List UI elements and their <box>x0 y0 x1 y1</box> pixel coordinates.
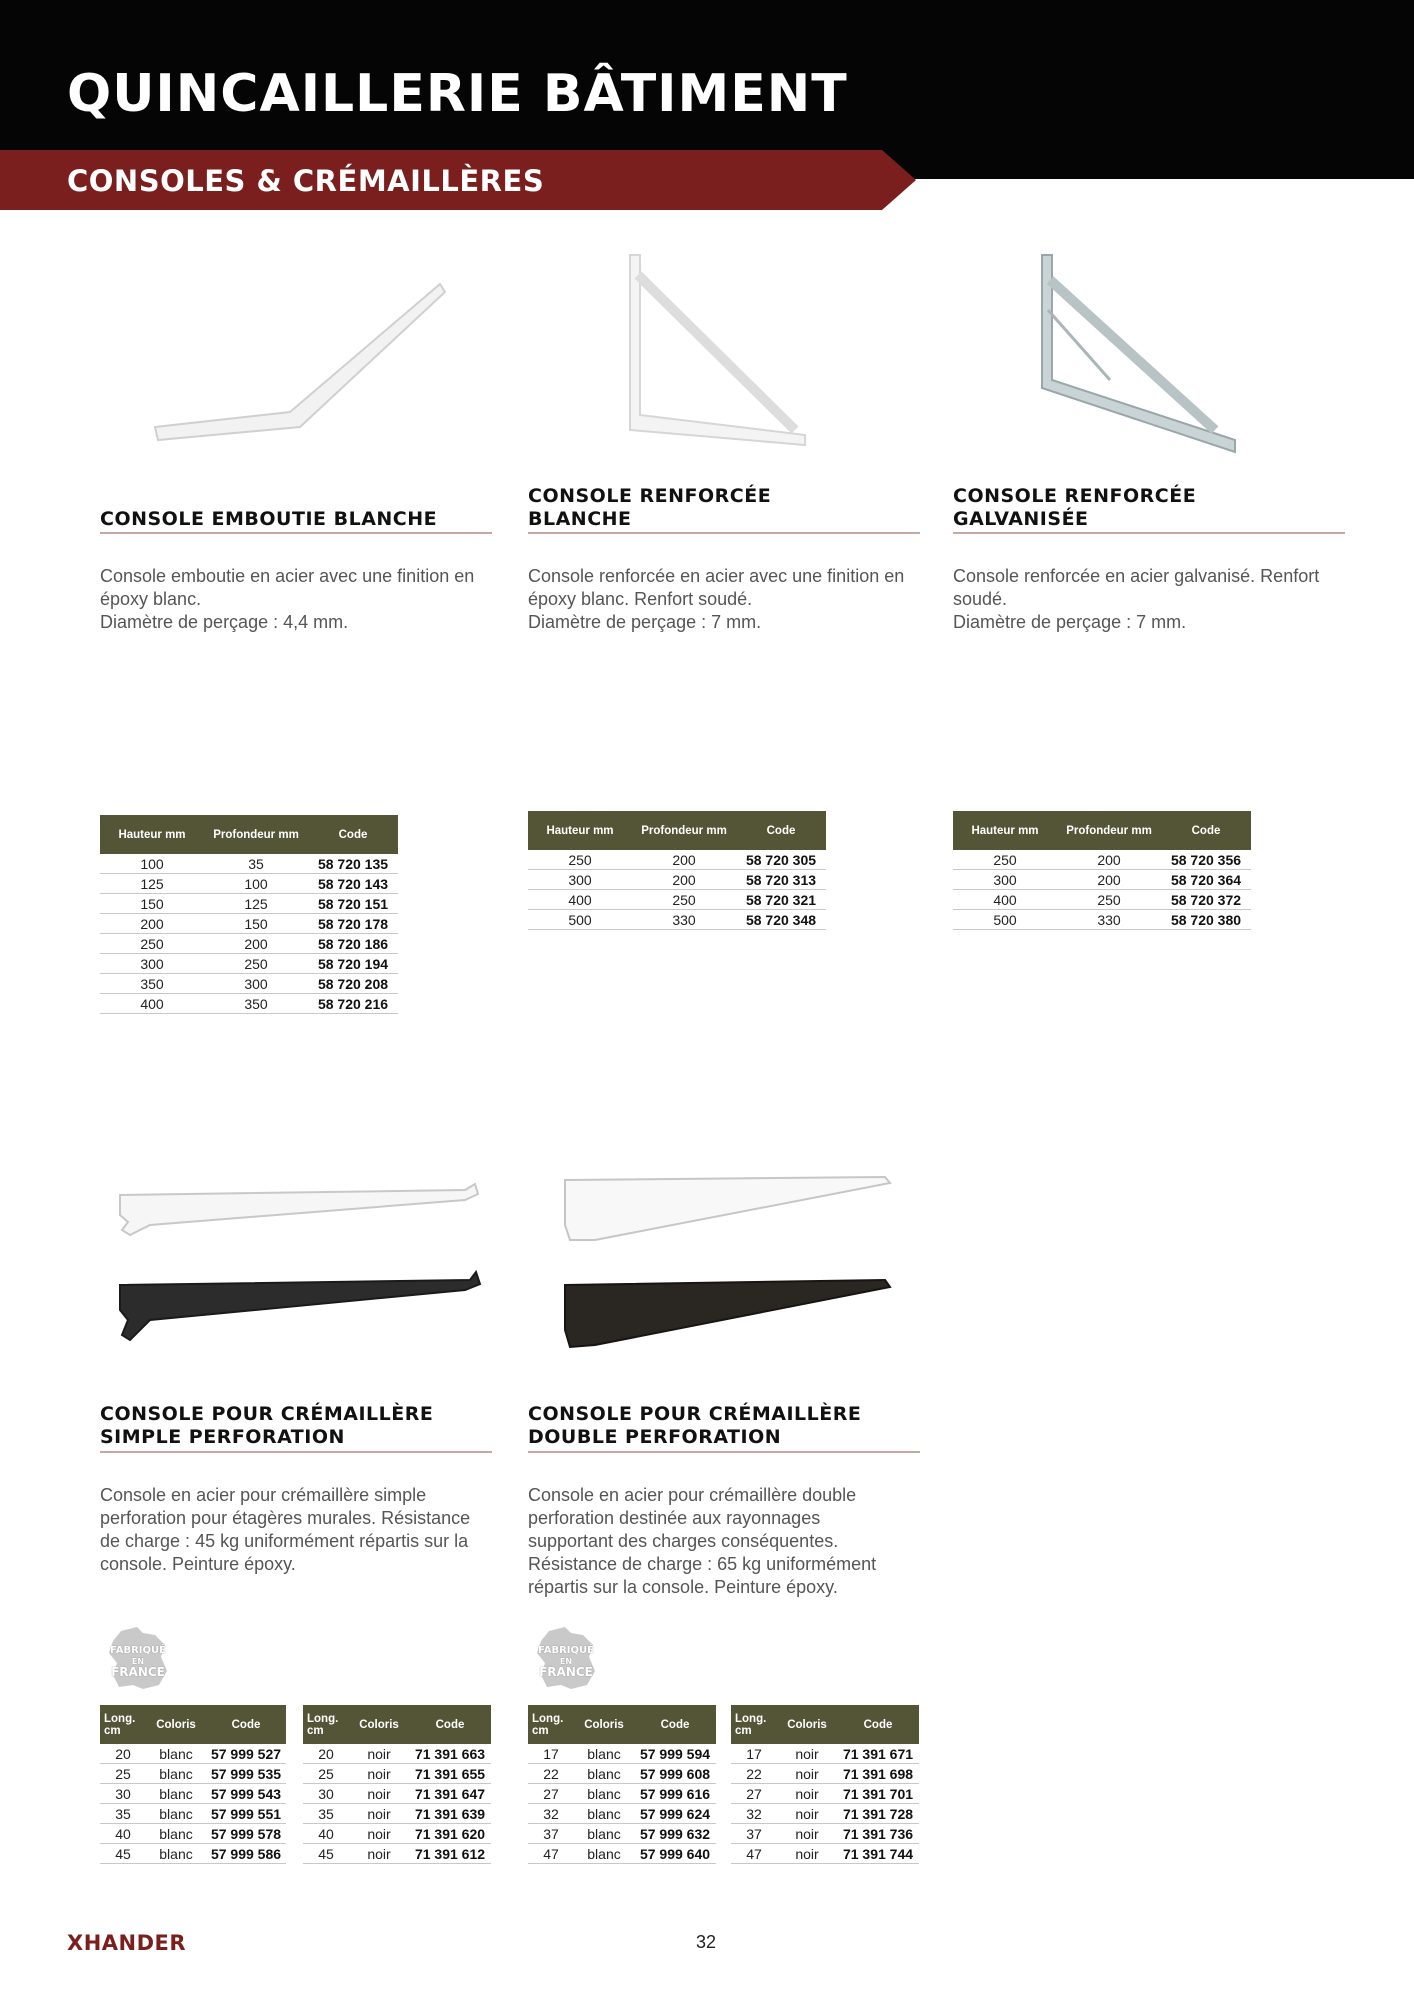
product-image-console-simple-perforation <box>110 1180 490 1370</box>
table-cell: noir <box>777 1744 837 1764</box>
table-row <box>100 1744 286 1764</box>
table-header-row <box>731 1705 919 1744</box>
title-line: CONSOLE POUR CRÉMAILLÈRE <box>100 1403 434 1425</box>
table-row <box>100 914 398 934</box>
table-cell-code: 58 720 151 <box>308 894 398 914</box>
title-line: CONSOLE POUR CRÉMAILLÈRE <box>528 1403 862 1425</box>
table-cell: 400 <box>953 890 1057 910</box>
table-row <box>100 954 398 974</box>
table-row <box>303 1804 491 1824</box>
badge-text <box>103 1645 173 1678</box>
description-line: époxy blanc. Renfort soudé. <box>528 589 753 609</box>
table-header-row <box>100 1705 286 1744</box>
table-cell: 25 <box>100 1764 146 1784</box>
table-row <box>528 1824 716 1844</box>
column-header: Code <box>736 811 826 850</box>
table-row <box>953 910 1251 930</box>
section-title: CONSOLES & CRÉMAILLÈRES <box>67 164 545 198</box>
table-cell-code: 58 720 364 <box>1161 870 1251 890</box>
table-row <box>100 974 398 994</box>
table-cell-code: 71 391 728 <box>837 1804 919 1824</box>
table-cell-code: 58 720 348 <box>736 910 826 930</box>
title-divider <box>953 532 1345 534</box>
table-cell: 100 <box>204 874 308 894</box>
table-row <box>528 1804 716 1824</box>
table-header-row <box>303 1705 491 1744</box>
table-cell: noir <box>777 1764 837 1784</box>
description-line: Diamètre de perçage : 7 mm. <box>528 612 762 632</box>
table-row <box>100 874 398 894</box>
table-row <box>100 1804 286 1824</box>
column-header: Code <box>308 815 398 854</box>
description-line: Console emboutie en acier avec une finition en <box>100 566 475 586</box>
product-title-console-emboutie <box>100 508 437 531</box>
table-header-row <box>953 811 1251 850</box>
product-title-console-simple-perforation <box>100 1403 433 1449</box>
table-cell-code: 58 720 356 <box>1161 850 1251 870</box>
column-header: Coloris <box>574 1705 634 1744</box>
table-cell: 35 <box>204 854 308 874</box>
table-cell: 330 <box>632 910 736 930</box>
table-cell-code: 58 720 143 <box>308 874 398 894</box>
table-header-row <box>100 815 398 854</box>
table-cell: 400 <box>528 890 632 910</box>
table-cell-code: 57 999 594 <box>634 1744 716 1764</box>
table-cell: 32 <box>528 1804 574 1824</box>
table-cell: blanc <box>146 1804 206 1824</box>
product-description-console-renforcee-galvanisee <box>953 565 1353 634</box>
description-line: Console renforcée en acier galvanisé. Renfort <box>953 566 1320 586</box>
table-cell: 200 <box>100 914 204 934</box>
table-row <box>528 850 826 870</box>
table-row <box>100 1844 286 1864</box>
table-cell: blanc <box>146 1824 206 1844</box>
table-cell: 500 <box>528 910 632 930</box>
product-image-console-emboutie <box>140 262 470 452</box>
table-row <box>100 1764 286 1784</box>
title-divider <box>100 1451 492 1453</box>
table-cell-code: 71 391 612 <box>409 1844 491 1864</box>
table-cell: 300 <box>100 954 204 974</box>
table-cell: 20 <box>303 1744 349 1764</box>
description-line: Diamètre de perçage : 4,4 mm. <box>100 612 349 632</box>
table-cell-code: 58 720 313 <box>736 870 826 890</box>
description-line: perforation destinée aux rayonnages <box>528 1508 821 1528</box>
spec-table-simple-perforation-blanc <box>100 1705 286 1864</box>
column-header: Hauteur mm <box>953 811 1057 850</box>
column-header: Hauteur mm <box>528 811 632 850</box>
column-header: Long. cm <box>731 1705 777 1744</box>
description-line: Console en acier pour crémaillère double <box>528 1485 857 1505</box>
description-line: Résistance de charge : 65 kg uniformément <box>528 1554 877 1574</box>
badge-line: FRANCE <box>111 1665 165 1679</box>
table-cell: 250 <box>1057 890 1161 910</box>
table-cell: 40 <box>303 1824 349 1844</box>
product-image-console-renforcee-blanche <box>580 240 850 460</box>
description-line: Console en acier pour crémaillère simple <box>100 1485 427 1505</box>
badge-line: FRANCE <box>539 1665 593 1679</box>
column-header: Coloris <box>777 1705 837 1744</box>
table-cell-code: 58 720 194 <box>308 954 398 974</box>
table-cell-code: 58 720 186 <box>308 934 398 954</box>
description-line: perforation pour étagères murales. Résistance <box>100 1508 471 1528</box>
table-cell: 125 <box>100 874 204 894</box>
table-cell: 27 <box>731 1784 777 1804</box>
table-cell: blanc <box>574 1804 634 1824</box>
table-row <box>100 1824 286 1844</box>
table-row <box>953 850 1251 870</box>
table-cell-code: 71 391 663 <box>409 1744 491 1764</box>
column-header: Hauteur mm <box>100 815 204 854</box>
table-cell: noir <box>349 1764 409 1784</box>
badge-text <box>531 1645 601 1678</box>
description-line: Console renforcée en acier avec une finition en <box>528 566 905 586</box>
table-cell: 37 <box>528 1824 574 1844</box>
column-header: Profondeur mm <box>1057 811 1161 850</box>
table-cell: 25 <box>303 1764 349 1784</box>
table-cell: 300 <box>204 974 308 994</box>
product-description-console-simple-perforation <box>100 1484 500 1576</box>
made-in-france-badge <box>103 1623 173 1693</box>
description-line: console. Peinture époxy. <box>100 1554 296 1574</box>
table-cell-code: 71 391 639 <box>409 1804 491 1824</box>
table-cell: 300 <box>953 870 1057 890</box>
table-cell-code: 71 391 744 <box>837 1844 919 1864</box>
product-description-console-emboutie <box>100 565 500 634</box>
table-cell-code: 58 720 135 <box>308 854 398 874</box>
table-row <box>731 1764 919 1784</box>
table-row <box>303 1844 491 1864</box>
table-cell: 47 <box>528 1844 574 1864</box>
table-cell-code: 58 720 305 <box>736 850 826 870</box>
title-divider <box>528 1451 920 1453</box>
badge-line: FABRIQUÉ <box>538 1645 594 1656</box>
table-cell: 500 <box>953 910 1057 930</box>
description-line: époxy blanc. <box>100 589 202 609</box>
spec-table-double-perforation-noir <box>731 1705 919 1864</box>
table-cell: 150 <box>204 914 308 934</box>
table-cell-code: 57 999 535 <box>206 1764 286 1784</box>
title-line: DOUBLE PERFORATION <box>528 1426 782 1448</box>
product-image-console-double-perforation <box>555 1165 905 1365</box>
table-row <box>731 1804 919 1824</box>
table-cell: 17 <box>528 1744 574 1764</box>
table-cell: 250 <box>953 850 1057 870</box>
table-cell: 200 <box>1057 870 1161 890</box>
table-cell: noir <box>349 1844 409 1864</box>
table-cell: 250 <box>204 954 308 974</box>
table-cell-code: 58 720 321 <box>736 890 826 910</box>
table-cell: 200 <box>632 850 736 870</box>
title-line: CONSOLE RENFORCÉE <box>528 485 772 507</box>
table-cell-code: 71 391 647 <box>409 1784 491 1804</box>
table-cell: 30 <box>303 1784 349 1804</box>
table-cell: 27 <box>528 1784 574 1804</box>
table-cell: 30 <box>100 1784 146 1804</box>
table-cell-code: 71 391 736 <box>837 1824 919 1844</box>
table-cell-code: 58 720 380 <box>1161 910 1251 930</box>
description-line: répartis sur la console. Peinture époxy. <box>528 1577 838 1597</box>
table-cell: blanc <box>574 1764 634 1784</box>
table-cell-code: 57 999 624 <box>634 1804 716 1824</box>
table-cell-code: 58 720 216 <box>308 994 398 1014</box>
table-row <box>528 870 826 890</box>
table-cell: 40 <box>100 1824 146 1844</box>
page-number: 32 <box>696 1932 717 1952</box>
product-title-console-renforcee-galvanisee <box>953 485 1196 531</box>
table-cell: blanc <box>574 1824 634 1844</box>
table-cell: blanc <box>146 1764 206 1784</box>
table-cell: noir <box>777 1804 837 1824</box>
product-title-console-double-perforation <box>528 1403 861 1449</box>
table-cell: 35 <box>100 1804 146 1824</box>
column-header: Code <box>206 1705 286 1744</box>
spec-table-console-renforcee-galvanisee <box>953 811 1251 930</box>
table-cell-code: 57 999 543 <box>206 1784 286 1804</box>
table-cell: blanc <box>146 1784 206 1804</box>
table-cell-code: 71 391 620 <box>409 1824 491 1844</box>
table-cell: 350 <box>204 994 308 1014</box>
made-in-france-badge <box>531 1623 601 1693</box>
table-cell-code: 57 999 586 <box>206 1844 286 1864</box>
table-cell: 37 <box>731 1824 777 1844</box>
table-cell-code: 71 391 701 <box>837 1784 919 1804</box>
table-row <box>528 1744 716 1764</box>
table-cell: 300 <box>528 870 632 890</box>
table-row <box>528 890 826 910</box>
product-description-console-renforcee-blanche <box>528 565 928 634</box>
table-row <box>100 994 398 1014</box>
table-cell-code: 58 720 208 <box>308 974 398 994</box>
column-header: Code <box>837 1705 919 1744</box>
column-header: Coloris <box>349 1705 409 1744</box>
title-line: BLANCHE <box>528 508 632 530</box>
table-cell: 20 <box>100 1744 146 1764</box>
table-cell: blanc <box>574 1844 634 1864</box>
table-cell-code: 57 999 640 <box>634 1844 716 1864</box>
table-row <box>528 1764 716 1784</box>
table-cell-code: 58 720 372 <box>1161 890 1251 910</box>
table-cell-code: 58 720 178 <box>308 914 398 934</box>
title-line: CONSOLE EMBOUTIE BLANCHE <box>100 508 438 530</box>
title-line: CONSOLE RENFORCÉE <box>953 485 1197 507</box>
table-cell: 150 <box>100 894 204 914</box>
table-cell-code: 57 999 527 <box>206 1744 286 1764</box>
table-row <box>731 1824 919 1844</box>
table-row <box>303 1824 491 1844</box>
column-header: Long. cm <box>303 1705 349 1744</box>
table-cell: 45 <box>100 1844 146 1864</box>
table-cell: noir <box>349 1824 409 1844</box>
column-header: Code <box>409 1705 491 1744</box>
table-row <box>528 1844 716 1864</box>
column-header: Long. cm <box>528 1705 574 1744</box>
table-cell: noir <box>349 1804 409 1824</box>
table-cell: noir <box>349 1784 409 1804</box>
product-description-console-double-perforation <box>528 1484 928 1599</box>
table-cell-code: 57 999 578 <box>206 1824 286 1844</box>
description-line: Diamètre de perçage : 7 mm. <box>953 612 1187 632</box>
table-row <box>953 890 1251 910</box>
table-cell-code: 71 391 698 <box>837 1764 919 1784</box>
table-cell: 22 <box>528 1764 574 1784</box>
product-title-console-renforcee-blanche <box>528 485 771 531</box>
table-cell: blanc <box>146 1744 206 1764</box>
table-cell: 125 <box>204 894 308 914</box>
title-divider <box>100 532 492 534</box>
table-cell: 45 <box>303 1844 349 1864</box>
table-row <box>953 870 1251 890</box>
spec-table-simple-perforation-noir <box>303 1705 491 1864</box>
badge-line: FABRIQUÉ <box>110 1645 166 1656</box>
table-header-row <box>528 811 826 850</box>
table-cell: noir <box>777 1784 837 1804</box>
table-row <box>303 1784 491 1804</box>
table-cell-code: 57 999 632 <box>634 1824 716 1844</box>
table-cell: 250 <box>632 890 736 910</box>
table-cell-code: 57 999 608 <box>634 1764 716 1784</box>
column-header: Profondeur mm <box>204 815 308 854</box>
title-divider <box>528 532 920 534</box>
table-cell: 250 <box>528 850 632 870</box>
table-row <box>528 1784 716 1804</box>
table-cell: 250 <box>100 934 204 954</box>
column-header: Coloris <box>146 1705 206 1744</box>
table-row <box>100 934 398 954</box>
spec-table-double-perforation-blanc <box>528 1705 716 1864</box>
table-cell: 400 <box>100 994 204 1014</box>
description-line: soudé. <box>953 589 1008 609</box>
badge-line: EN <box>131 1657 145 1666</box>
description-line: de charge : 45 kg uniformément répartis sur la <box>100 1531 469 1551</box>
table-cell: 200 <box>1057 850 1161 870</box>
table-row <box>528 910 826 930</box>
column-header: Code <box>634 1705 716 1744</box>
table-row <box>731 1784 919 1804</box>
table-cell: blanc <box>574 1784 634 1804</box>
table-cell: blanc <box>146 1844 206 1864</box>
column-header: Code <box>1161 811 1251 850</box>
table-header-row <box>528 1705 716 1744</box>
page-title: QUINCAILLERIE BÂTIMENT <box>67 64 848 124</box>
table-cell: 200 <box>632 870 736 890</box>
table-row <box>731 1844 919 1864</box>
spec-table-console-emboutie <box>100 815 398 1014</box>
table-cell: noir <box>777 1824 837 1844</box>
description-line: supportant des charges conséquentes. <box>528 1531 839 1551</box>
table-cell: 330 <box>1057 910 1161 930</box>
table-cell-code: 57 999 616 <box>634 1784 716 1804</box>
table-cell: 350 <box>100 974 204 994</box>
product-image-console-renforcee-galvanisee <box>1020 240 1310 460</box>
table-cell: 100 <box>100 854 204 874</box>
table-row <box>303 1744 491 1764</box>
table-cell: 22 <box>731 1764 777 1784</box>
table-cell-code: 57 999 551 <box>206 1804 286 1824</box>
table-cell: 47 <box>731 1844 777 1864</box>
table-cell-code: 71 391 655 <box>409 1764 491 1784</box>
table-row <box>100 854 398 874</box>
table-cell: noir <box>777 1844 837 1864</box>
table-row <box>100 894 398 914</box>
brand-logo: XHANDER <box>67 1931 187 1955</box>
table-cell-code: 71 391 671 <box>837 1744 919 1764</box>
spec-table-console-renforcee-blanche <box>528 811 826 930</box>
table-cell: blanc <box>574 1744 634 1764</box>
table-row <box>303 1764 491 1784</box>
table-cell: 32 <box>731 1804 777 1824</box>
table-row <box>100 1784 286 1804</box>
column-header: Profondeur mm <box>632 811 736 850</box>
title-line: SIMPLE PERFORATION <box>100 1426 345 1448</box>
table-cell: 200 <box>204 934 308 954</box>
table-cell: noir <box>349 1744 409 1764</box>
table-cell: 35 <box>303 1804 349 1824</box>
title-line: GALVANISÉE <box>953 508 1089 530</box>
table-row <box>731 1744 919 1764</box>
column-header: Long. cm <box>100 1705 146 1744</box>
table-cell: 17 <box>731 1744 777 1764</box>
badge-line: EN <box>559 1657 573 1666</box>
